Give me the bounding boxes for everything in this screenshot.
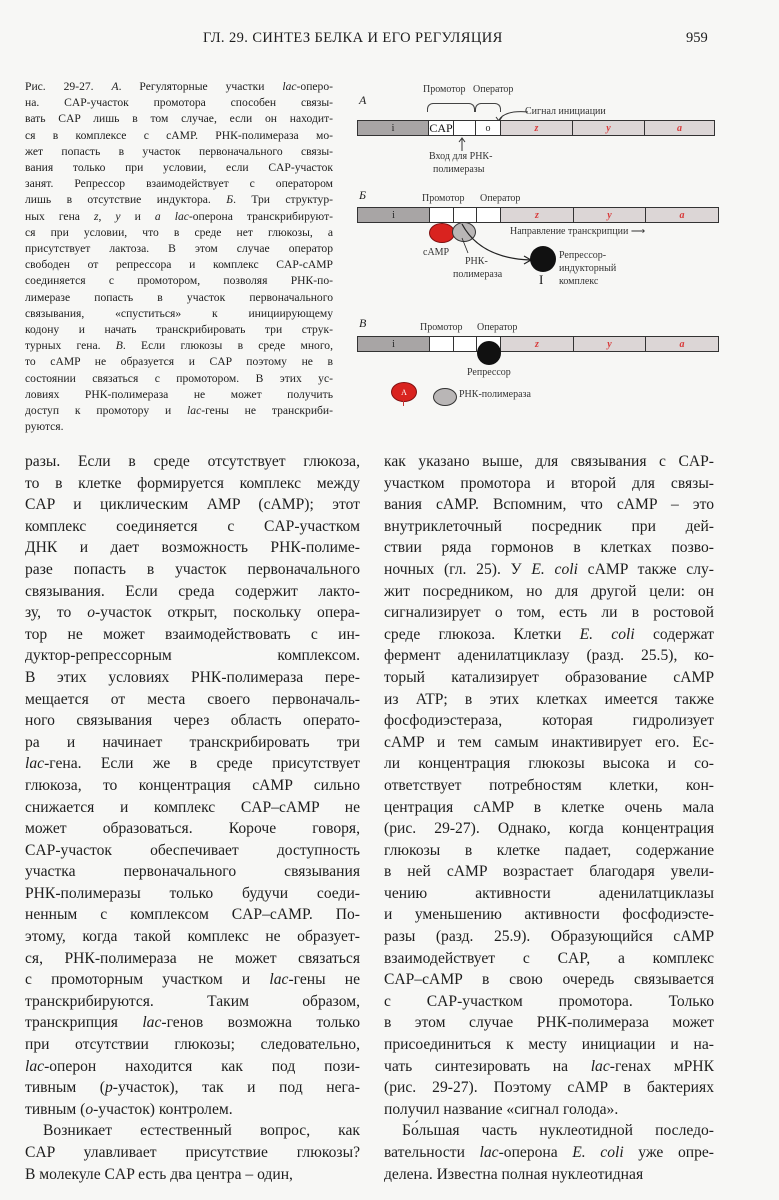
caption-line: ся при условии, что в среде нет глюкозы, а [25, 225, 333, 239]
caption-line: состоянии связаться с промотором. В этих ус- [25, 371, 333, 385]
complex-label-1: Репрессор- [559, 250, 607, 261]
body-line: фермент аденилатциклазу (разд. 25.5), ко- [384, 647, 714, 665]
body-line: ся, РНК-полимераза не может связаться [25, 949, 360, 967]
body-line: снижается и комплекс CAP–cAMP не [25, 798, 360, 816]
body-line: вательности lac-оперона E. coli уже опре- [384, 1144, 714, 1161]
body-line: В этих условиях РНК-полимераза пере- [25, 668, 360, 686]
body-line: CAP улавливает присутствие глюкозы? [25, 1144, 360, 1161]
repressor-release-arrow-icon [460, 223, 540, 273]
body-line: в ней cAMP возрастает благодаря увели- [384, 863, 714, 881]
gene-i: i [358, 121, 429, 135]
complex-label-2: индукторный [559, 263, 617, 274]
body-line: взаимодействует с CAP, а комплекс [384, 949, 714, 967]
body-line: то в клетке формируется комплекс между [25, 474, 360, 492]
free-rna-polymerase-icon [433, 388, 457, 406]
gene-y: y [574, 208, 646, 222]
body-line: ствии ряда гормонов в клетках позво- [384, 539, 714, 557]
body-line: вания cAMP. Вспомним, что cAMP – это [384, 496, 714, 514]
body-line: CAP и циклическим AMP (cAMP); этот [25, 496, 360, 514]
panel-b-promoter-label: Промотор [422, 193, 465, 204]
body-line: с промоторным участком и lac-гены не [25, 971, 360, 989]
repressor-icon [477, 341, 501, 365]
caption-line: то cAMP не образуется и CAP поэтому не в [25, 355, 333, 369]
body-line: ненным с комплексом CAP–cAMP. По- [25, 906, 360, 924]
body-line: среде глюкоза. Клетки E. coli содержат [384, 625, 714, 643]
gene-z: z [501, 208, 574, 222]
panel-a-promoter-label: Промотор [423, 84, 466, 95]
body-line: связывания. Если среда содержит лакто- [25, 582, 360, 600]
body-line: чать синтезировать на lac-генах мРНК [384, 1057, 714, 1075]
body-line: (рис. 29-27). Однако, когда концентрация [384, 820, 714, 838]
caption-line: кодону и начать транскрибировать три струк- [25, 323, 333, 337]
caption-line: занят. Репрессор взаимодействует с оператором [25, 177, 333, 191]
panel-b-operon-bar [357, 207, 719, 223]
body-line: зу, то o-участок открыт, поскольку опера- [25, 604, 360, 622]
transcription-direction-label: Направление транскрипции ⟶ [510, 226, 646, 237]
free-cap-icon: A [391, 382, 417, 402]
chapter-title: ГЛ. 29. СИНТЕЗ БЕЛКА И ЕГО РЕГУЛЯЦИЯ [203, 30, 503, 46]
repressor-inducer-complex-icon [530, 246, 556, 272]
gene-z: z [501, 121, 573, 135]
gene-i: i [358, 337, 430, 351]
body-line: с CAP-участком промотора. Только [384, 992, 714, 1010]
polymerase-site [454, 208, 477, 222]
operator-site [477, 208, 501, 222]
body-line: дуктор-репрессорным комплексом. [25, 647, 360, 665]
page-number: 959 [686, 30, 708, 46]
caption-line: ловиях РНК-полимераза не может получить [25, 387, 333, 401]
panel-b-operator-label: Оператор [480, 193, 521, 204]
body-line: lac-оперон находится как под пози- [25, 1057, 360, 1075]
polymerase-label-2: полимераза [453, 269, 503, 280]
body-line: cAMP и тем самым инактивирует его. Ес- [384, 733, 714, 751]
caption-line: ся в комплексе с cAMP. РНК-полимераза мо- [25, 128, 333, 142]
body-line: разе попасть в участок первоначального [25, 560, 360, 578]
caption-line: вания только при условии, если CAP-участок [25, 161, 333, 175]
body-line: lac-гена. Если же в среде присутствует [25, 755, 360, 773]
body-line: CAP-участок обеспечивает доступность [25, 841, 360, 859]
body-line: фосфодиэстераза, которая гидролизует [384, 712, 714, 730]
polymerase-site [454, 337, 477, 351]
caption-line: руются. [25, 420, 64, 434]
body-line: этому, когда такой комплекс не образует- [25, 928, 360, 946]
gene-y: y [574, 337, 646, 351]
panel-b-label: Б [359, 188, 367, 202]
panel-c-operator-label: Оператор [477, 322, 518, 333]
body-line: чению активности аденилатциклазы [384, 884, 714, 902]
entry-label-2: полимеразы [433, 164, 485, 175]
body-line: участка первоначального связывания [25, 863, 360, 881]
repressor-label: Репрессор [467, 367, 511, 378]
body-line: разы. Если в среде отсутствует глюкоза, [25, 453, 360, 470]
body-line: присоединиться к месту инициации и на- [384, 1036, 714, 1054]
camp-label: cAMP [423, 247, 450, 258]
panel-c-operon-bar [357, 336, 719, 352]
body-line: тивным (o-участок) контролем. [25, 1100, 233, 1118]
caption-line: ных гена z, y и a lac-оперона транскрибируют- [25, 209, 333, 223]
body-line: может образоваться. Короче говоря, [25, 820, 360, 838]
caption-line: Рис. 29-27. А. Регуляторные участки lac-оперо- [25, 80, 333, 93]
body-line: разы (разд. 25.9). Образующийся cAMP [384, 928, 714, 946]
body-line: транскрипция lac-генов возможна только [25, 1014, 360, 1032]
caption-line: вать CAP лишь в том случае, если он находит- [25, 112, 333, 126]
body-line: Бо́льшая часть нуклеотидной последо- [402, 1122, 714, 1140]
body-line: и уменьшению активности фосфодиэсте- [384, 906, 714, 924]
panel-a-operator-label: Оператор [473, 84, 514, 95]
caption-line: лимеразе попасть в участок первоначального [25, 290, 333, 304]
cap-site: CAP [429, 120, 453, 135]
caption-line: турных гена. В. Если глюкозы в среде много, [25, 339, 334, 353]
body-line: ли концентрация глюкозы высока и со- [384, 755, 714, 773]
gene-i: i [358, 208, 430, 222]
panel-c-promoter-label: Промотор [420, 322, 463, 333]
body-line: получил название «сигнал голода». [384, 1100, 619, 1118]
body-line: торый катализирует образование cAMP [384, 668, 714, 686]
body-line: ночных (гл. 25). У E. coli cAMP также слу- [384, 560, 714, 578]
body-line: ра и начинает транскрибировать три [25, 733, 360, 751]
caption-line: на. CAP-участок промотора способен связы- [25, 96, 333, 110]
initiation-signal-label: Сигнал инициации [525, 106, 606, 117]
gene-a: a [646, 208, 718, 222]
caption-line: соединяется с промотором, позволяя РНК-по- [25, 274, 333, 288]
cap-site [430, 337, 454, 351]
entry-label-1: Вход для РНК- [429, 151, 493, 162]
body-line: CAP–cAMP в свою очередь связывается [384, 971, 714, 989]
gene-a: a [646, 337, 718, 351]
body-line: как указано выше, для связывания с CAP- [384, 453, 714, 470]
gene-a: a [645, 121, 714, 135]
complex-label-3: комплекс [559, 276, 599, 287]
gene-y: y [573, 121, 645, 135]
gene-z: z [501, 337, 574, 351]
panel-c-label: В [359, 316, 367, 330]
promoter-brace [427, 103, 475, 112]
body-line: при отсутствии глюкозы; следовательно, [25, 1036, 360, 1054]
caption-line: лишь в отсутствие индуктора. Б. Три структур- [25, 193, 334, 207]
caption-line: присутствует лактоза. В этом случае оператор [25, 242, 333, 256]
body-line: комплекс соединяется с CAP-участком [25, 517, 360, 535]
body-left-column [25, 451, 360, 1185]
body-line: жит посредником, но для другой цели: он [384, 582, 714, 600]
body-line: транскрибируются. Таким образом, [25, 992, 360, 1010]
caption-line: связывания, «спуститься» к инициирующему [25, 306, 333, 320]
body-line: ответствует потребностям клетки, кон- [384, 776, 714, 794]
body-line: глюкоза, то концентрация cAMP сильно [25, 776, 360, 794]
body-line: сигнализирует о том, есть ли в ростовой [384, 604, 714, 622]
body-line: РНК-полимеразы только будучи соеди- [25, 884, 360, 902]
body-line: Возникает естественный вопрос, как [43, 1122, 360, 1140]
panel-a-operon-bar [357, 120, 715, 136]
body-line: делена. Известна полная нуклеотидная [384, 1165, 644, 1183]
body-line: внутриклеточный посредник при дей- [384, 517, 714, 535]
body-line: тивным (p-участок), так и под нега- [25, 1079, 360, 1097]
body-line: (рис. 29-27). Поэтому cAMP в бактериях [384, 1079, 714, 1097]
body-line: в этом случае РНК-полимераза может [384, 1014, 714, 1032]
entry-arrow-icon [457, 137, 467, 151]
caption-line: свободен от репрессора и комплекс CAP-cAMP [25, 258, 333, 272]
body-line: тор не может взаимодействовать с ин- [25, 625, 360, 643]
figure-caption [25, 79, 333, 435]
polymerase-entry-site [454, 121, 476, 135]
caption-line: жет попасть в участок первоначального связы- [25, 144, 333, 158]
body-line: В молекуле CAP есть два центра – один, [25, 1165, 293, 1183]
body-line: из ATP; в этих клетках имеется также [384, 690, 714, 708]
body-line: участком промотора и второй для связы- [384, 474, 714, 492]
polymerase-label-1: РНК- [465, 256, 488, 267]
inducer-symbol: I [539, 272, 544, 287]
body-line: ного связывания через область операто- [25, 712, 360, 730]
body-line: глюкозы в клетке падает, содержание [384, 841, 714, 859]
operator-site: o [476, 121, 501, 135]
body-line: центрация cAMP в клетке очень мала [384, 798, 714, 816]
body-line: мещается от места своего первоначаль- [25, 690, 360, 708]
body-right-column [384, 451, 714, 1185]
panel-a-label: А [359, 93, 367, 107]
cap-stem [403, 400, 404, 406]
panel-c-polymerase-label: РНК-полимераза [459, 389, 531, 400]
caption-line: доступ к промотору и lac-гены не транскриби- [25, 404, 333, 418]
running-head [0, 30, 779, 50]
body-line: ДНК и дает возможность РНК-полиме- [25, 539, 360, 557]
cap-site [430, 208, 454, 222]
lac-operon-figure [355, 80, 735, 430]
